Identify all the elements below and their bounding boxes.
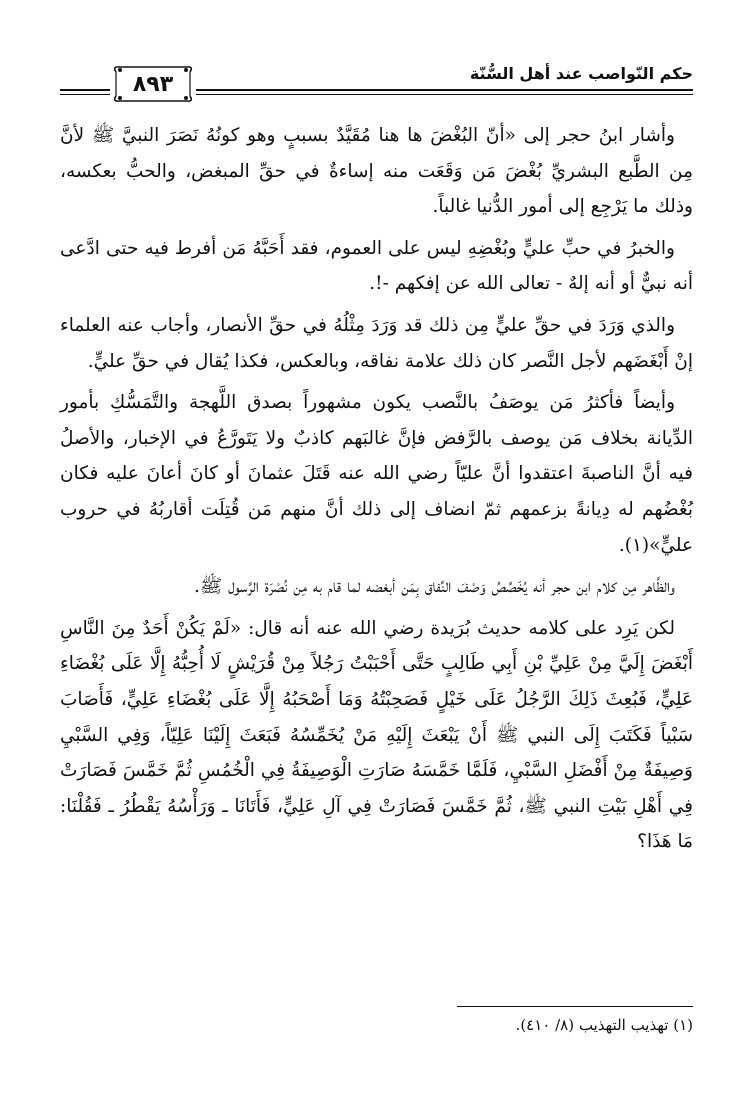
page-number-frame bbox=[110, 64, 196, 104]
running-title: حكم النّواصب عند أهل السُّنّة bbox=[462, 64, 693, 83]
paragraph: والذي وَرَدَ في حقِّ عليٍّ مِن ذلك قد وَرَدَ مِثْلُهُ في حقِّ الأنصار، وأجاب عنه العلماء إنْ أَبْغَضَهم لأجل النَّصر كان ذلك علامة نفاقه، وبالعكس، فكذا يُقال في حقِّ عليٍّ. bbox=[60, 314, 693, 372]
page-number: ٨٩٣ bbox=[132, 71, 174, 97]
page-header bbox=[60, 62, 693, 112]
footnote: (١) تهذيب التهذيب (٨/ ٤١٠). bbox=[515, 1016, 693, 1034]
paragraph: والخبرُ في حبِّ عليٍّ وبُغْضِهِ ليس على العموم، فقد أَحَبَّهُ مَن أفرط فيه حتى ادَّعى أنه نبيٌّ أو أنه إلهٌ - تعالى الله عن إفكهم -!. bbox=[60, 237, 693, 295]
hadith-paragraph: لكن يَرِد على كلامه حديث بُرَيدة رضي الله عنه أنه قال: «لَمْ يَكُنْ أَحَدٌ مِنَ النَّاسِ أَبْغَضَ إِلَيَّ مِنْ عَلِيِّ بْنِ أَبِي طَالِبٍ حَتَّى أَحْبَبْتُ رَجُلاً مِنْ قُرَيْشٍ لَا أُحِبُّهُ إِلَّا عَلَى بُغْضَاءِ عَلِيٍّ، فَبُعِثَ ذَلِكَ الرَّجُلُ عَلَى خَيْلٍ فَصَحِبْتُهُ وَمَا أَصْحَبُهُ إِلَّا عَلَى بُغْضَاءِ عَلِيٍّ، فَأَصَابَ سَبْياً فَكَتَبَ إِلَى النبي ﷺ أَنْ يَبْعَثَ إِلَيْهِ مَنْ يُخَمِّسُهُ فَبَعَثَ إِلَيْنَا عَلِيّاً، وَفِي السَّبْيِ وَصِيفَةٌ مِنْ أَفْضَلِ السَّبْيِ، فَلَمَّا خَمَّسَهُ صَارَتِ الْوَصِيفَةُ فِي الْخُمُسِ ثُمَّ خَمَّسَ فَصَارَتْ فِي أَهْلِ بَيْتِ النبي ﷺ، ثُمَّ خَمَّسَ فَصَارَتْ فِي آلِ عَلِيٍّ، فَأَتَانَا ـ وَرَأْسُهُ يَقْطُرُ ـ فَقُلْنَا: مَا هَذَا؟ bbox=[60, 617, 693, 853]
paragraph: وأيضاً فأكثرُ مَن يوصَفُ بالنَّصب يكون مشهوراً بصدق اللَّهجة والتَّمَسُّكِ بأمور الدِّيانة بخلاف مَن يوصف بالرَّفض فإنَّ غالبَهم كاذبٌ ولا يَتَورَّعُ في الإخبار، والأصلُ فيه أنَّ الناصبةَ اعتقدوا أنَّ عليّاً رضي الله عنه قَتَلَ عثمانَ أو كانَ أعانَ عليه فكان بُغْضُهم له دِيانةً بزعمهم ثمّ انضاف إلى ذلك أنَّ منهم مَن قُتِلَت أقاربُهُ في حروب عليٍّ»(١). bbox=[60, 392, 693, 556]
paragraph: والظَّاهر مِن كلام ابن حجر أنه يُخَصِّصُ وَصْفَ النِّفاق بِمَن أبغضه لما قام به مِن نُصْرَة الرَّسول ﷺ. bbox=[194, 576, 675, 598]
body-text bbox=[60, 118, 693, 866]
footnote-separator bbox=[457, 1006, 693, 1007]
paragraph: وأشار ابنُ حجر إلى «أنّ البُغْضَ ها هنا مُقَيَّدٌ بسببٍ وهو كونُهُ نَصَرَ النبيَّ ﷺ لأنَّ مِن الطَّبع البشريِّ بُغْضَ مَن وَقَعَت منه إساءةٌ في حقِّ المبغض، والحبُّ بعكسه، وذلك ما يَرْجِع إلى أمور الدُّنيا غالباً. bbox=[60, 125, 693, 218]
